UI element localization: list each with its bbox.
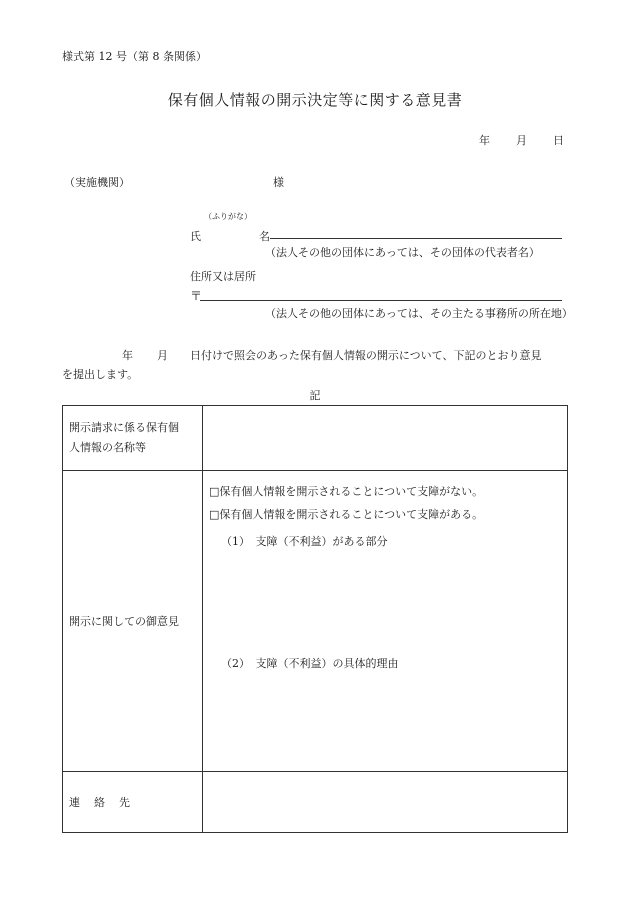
address-label: 住所又は居所 <box>190 270 256 283</box>
table-row <box>63 471 568 772</box>
contact-char-2: 絡 <box>94 796 105 809</box>
address-note: （法人その他の団体にあっては、その主たる事務所の所在地） <box>265 307 573 320</box>
body-year: 年 <box>122 349 133 362</box>
postal-mark: 〒 <box>190 289 203 303</box>
furigana-label: （ふりがな） <box>204 212 252 221</box>
body-text-line2: を提出します。 <box>62 368 139 381</box>
info-name-field[interactable] <box>203 406 568 471</box>
recipient-honorific: 様 <box>273 176 284 189</box>
info-name-label-cell <box>63 406 203 471</box>
name-note: （法人その他の団体にあっては、その団体の代表者名） <box>265 246 540 259</box>
date-month: 月 <box>516 134 527 147</box>
sub-item-1: （1） 支障（不利益）がある部分 <box>221 535 388 548</box>
body-text-rest: 日付けで照会のあった保有個人情報の開示について、下記のとおり意見 <box>190 349 542 362</box>
opinion-label: 開示に関しての御意見 <box>69 615 179 628</box>
contact-char-1: 連 <box>69 796 80 809</box>
table-row <box>63 406 568 471</box>
table-row <box>63 772 568 833</box>
body-month: 月 <box>157 349 168 362</box>
date-day: 日 <box>553 134 564 147</box>
name-label <box>190 228 270 244</box>
name-field[interactable] <box>270 238 562 239</box>
opinion-table <box>62 405 568 833</box>
date-year: 年 <box>479 134 490 147</box>
name-label-char2: 名 <box>259 230 270 243</box>
opinion-label-cell <box>63 471 203 772</box>
info-name-label-line2: 人情報の名称等 <box>69 441 146 454</box>
form-number: 様式第 12 号（第 8 条関係） <box>62 50 207 63</box>
name-label-char1: 氏 <box>190 230 201 243</box>
contact-label <box>69 796 130 809</box>
sub-item-2: （2） 支障（不利益）の具体的理由 <box>221 657 399 670</box>
contact-label-cell <box>63 772 203 833</box>
info-name-label-line1: 開示請求に係る保有個 <box>69 421 179 434</box>
recipient-agency: （実施機関） <box>64 176 130 189</box>
document-title: 保有個人情報の開示決定等に関する意見書 <box>167 91 463 109</box>
ki-heading: 記 <box>309 389 321 402</box>
contact-field[interactable] <box>203 772 568 833</box>
address-field[interactable] <box>200 300 562 301</box>
option-no-issue-checkbox[interactable]: □保有個人情報を開示されることについて支障がない。 <box>209 485 484 498</box>
body-text-line1 <box>122 347 541 363</box>
opinion-field[interactable] <box>203 471 568 772</box>
option-issue-checkbox[interactable]: □保有個人情報を開示されることについて支障がある。 <box>209 508 484 521</box>
contact-char-3: 先 <box>119 796 130 809</box>
date-line <box>479 132 564 148</box>
